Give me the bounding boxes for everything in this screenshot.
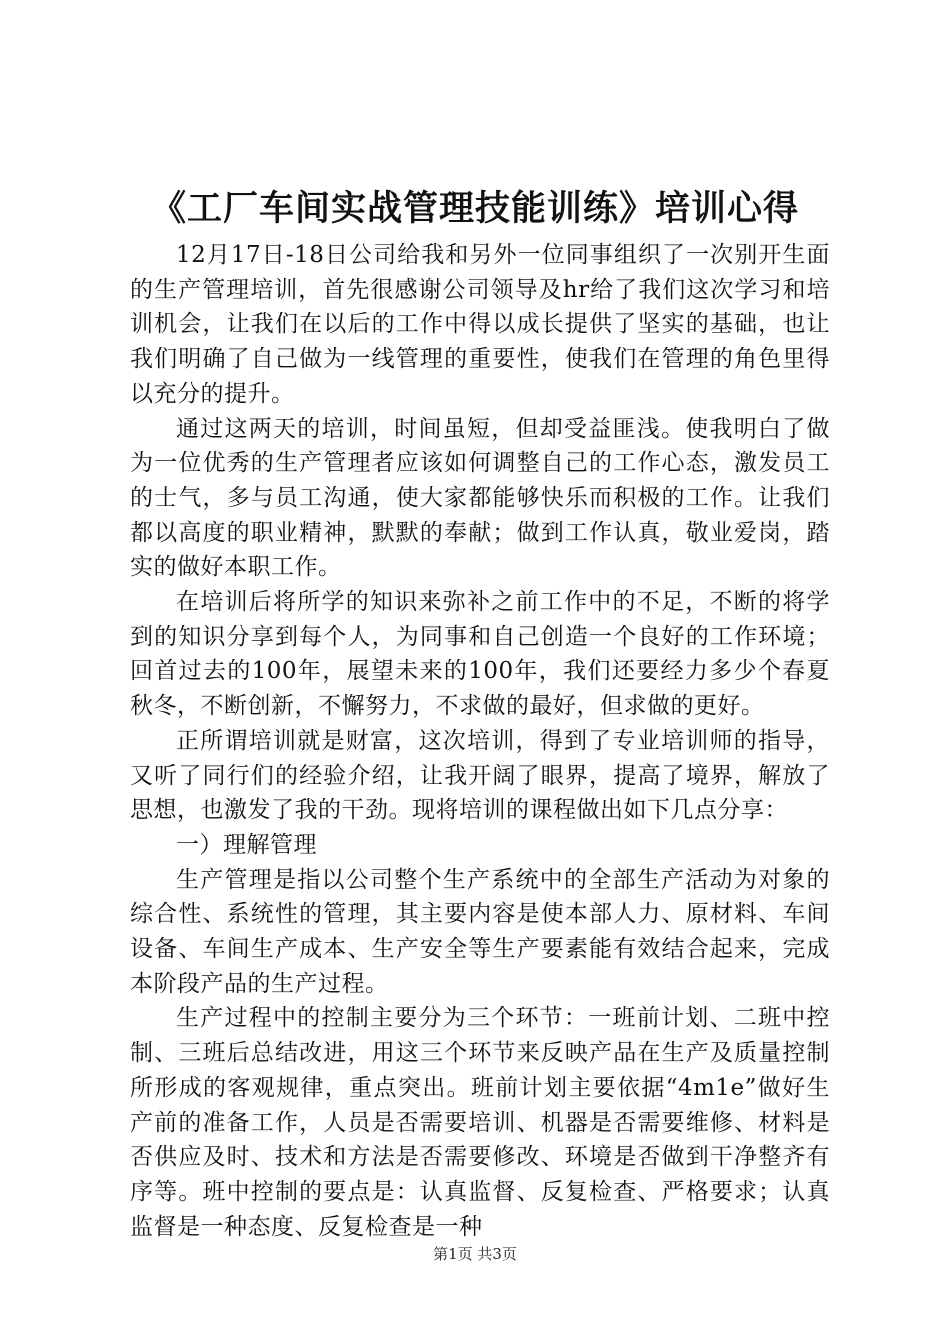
page-number-footer: 第1页 共3页 [433, 1245, 517, 1263]
paragraph-4: 正所谓培训就是财富，这次培训，得到了专业培训师的指导，又听了同行们的经验介绍，让我开阔了眼界，提高了境界，解放了思想，也激发了我的干劲。现将培训的课程做出如下几点分享： [130, 727, 830, 824]
paragraph-6: 生产过程中的控制主要分为三个环节：一班前计划、二班中控制、三班后总结改进，用这三个环节来反映产品在生产及质量控制所形成的客观规律，重点突出。班前计划主要依据“4m1e”做好生产前的准备工作，人员是否需要培训、机器是否需要维修、材料是否供应及时、技术和方法是否需要修改、环境是否做到干净整齐有序等。班中控制的要点是：认真监督、反复检查、严格要求；认真监督是一种态度、反复检查是一种 [130, 1005, 830, 1240]
paragraph-3: 在培训后将所学的知识来弥补之前工作中的不足，不断的将学到的知识分享到每个人，为同事和自己创造一个良好的工作环境；回首过去的100年，展望未来的100年，我们还要经力多少个春夏秋冬，不断创新，不懈努力，不求做的最好，但求做的更好。 [130, 589, 830, 720]
document-body [130, 238, 830, 1244]
paragraph-5: 生产管理是指以公司整个生产系统中的全部生产活动为对象的综合性、系统性的管理，其主要内容是使本部人力、原材料、车间设备、车间生产成本、生产安全等生产要素能有效结合起来，完成本阶段产品的生产过程。 [130, 866, 830, 997]
section-heading-understand-management: 一）理解管理 [176, 831, 317, 858]
document-title: 《工厂车间实战管理技能训练》培训心得 [150, 189, 799, 229]
paragraph-2: 通过这两天的培训，时间虽短，但却受益匪浅。使我明白了做为一位优秀的生产管理者应该如何调整自己的工作心态，激发员工的士气，多与员工沟通，使大家都能够快乐而积极的工作。让我们都以高度的职业精神，默默的奉献；做到工作认真，敬业爱岗，踏实的做好本职工作。 [130, 415, 830, 581]
paragraph-1: 12月17日-18日公司给我和另外一位同事组织了一次别开生面的生产管理培训，首先很感谢公司领导及hr给了我们这次学习和培训机会，让我们在以后的工作中得以成长提供了坚实的基础，也让我们明确了自己做为一线管理的重要性，使我们在管理的角色里得以充分的提升。 [130, 242, 830, 407]
